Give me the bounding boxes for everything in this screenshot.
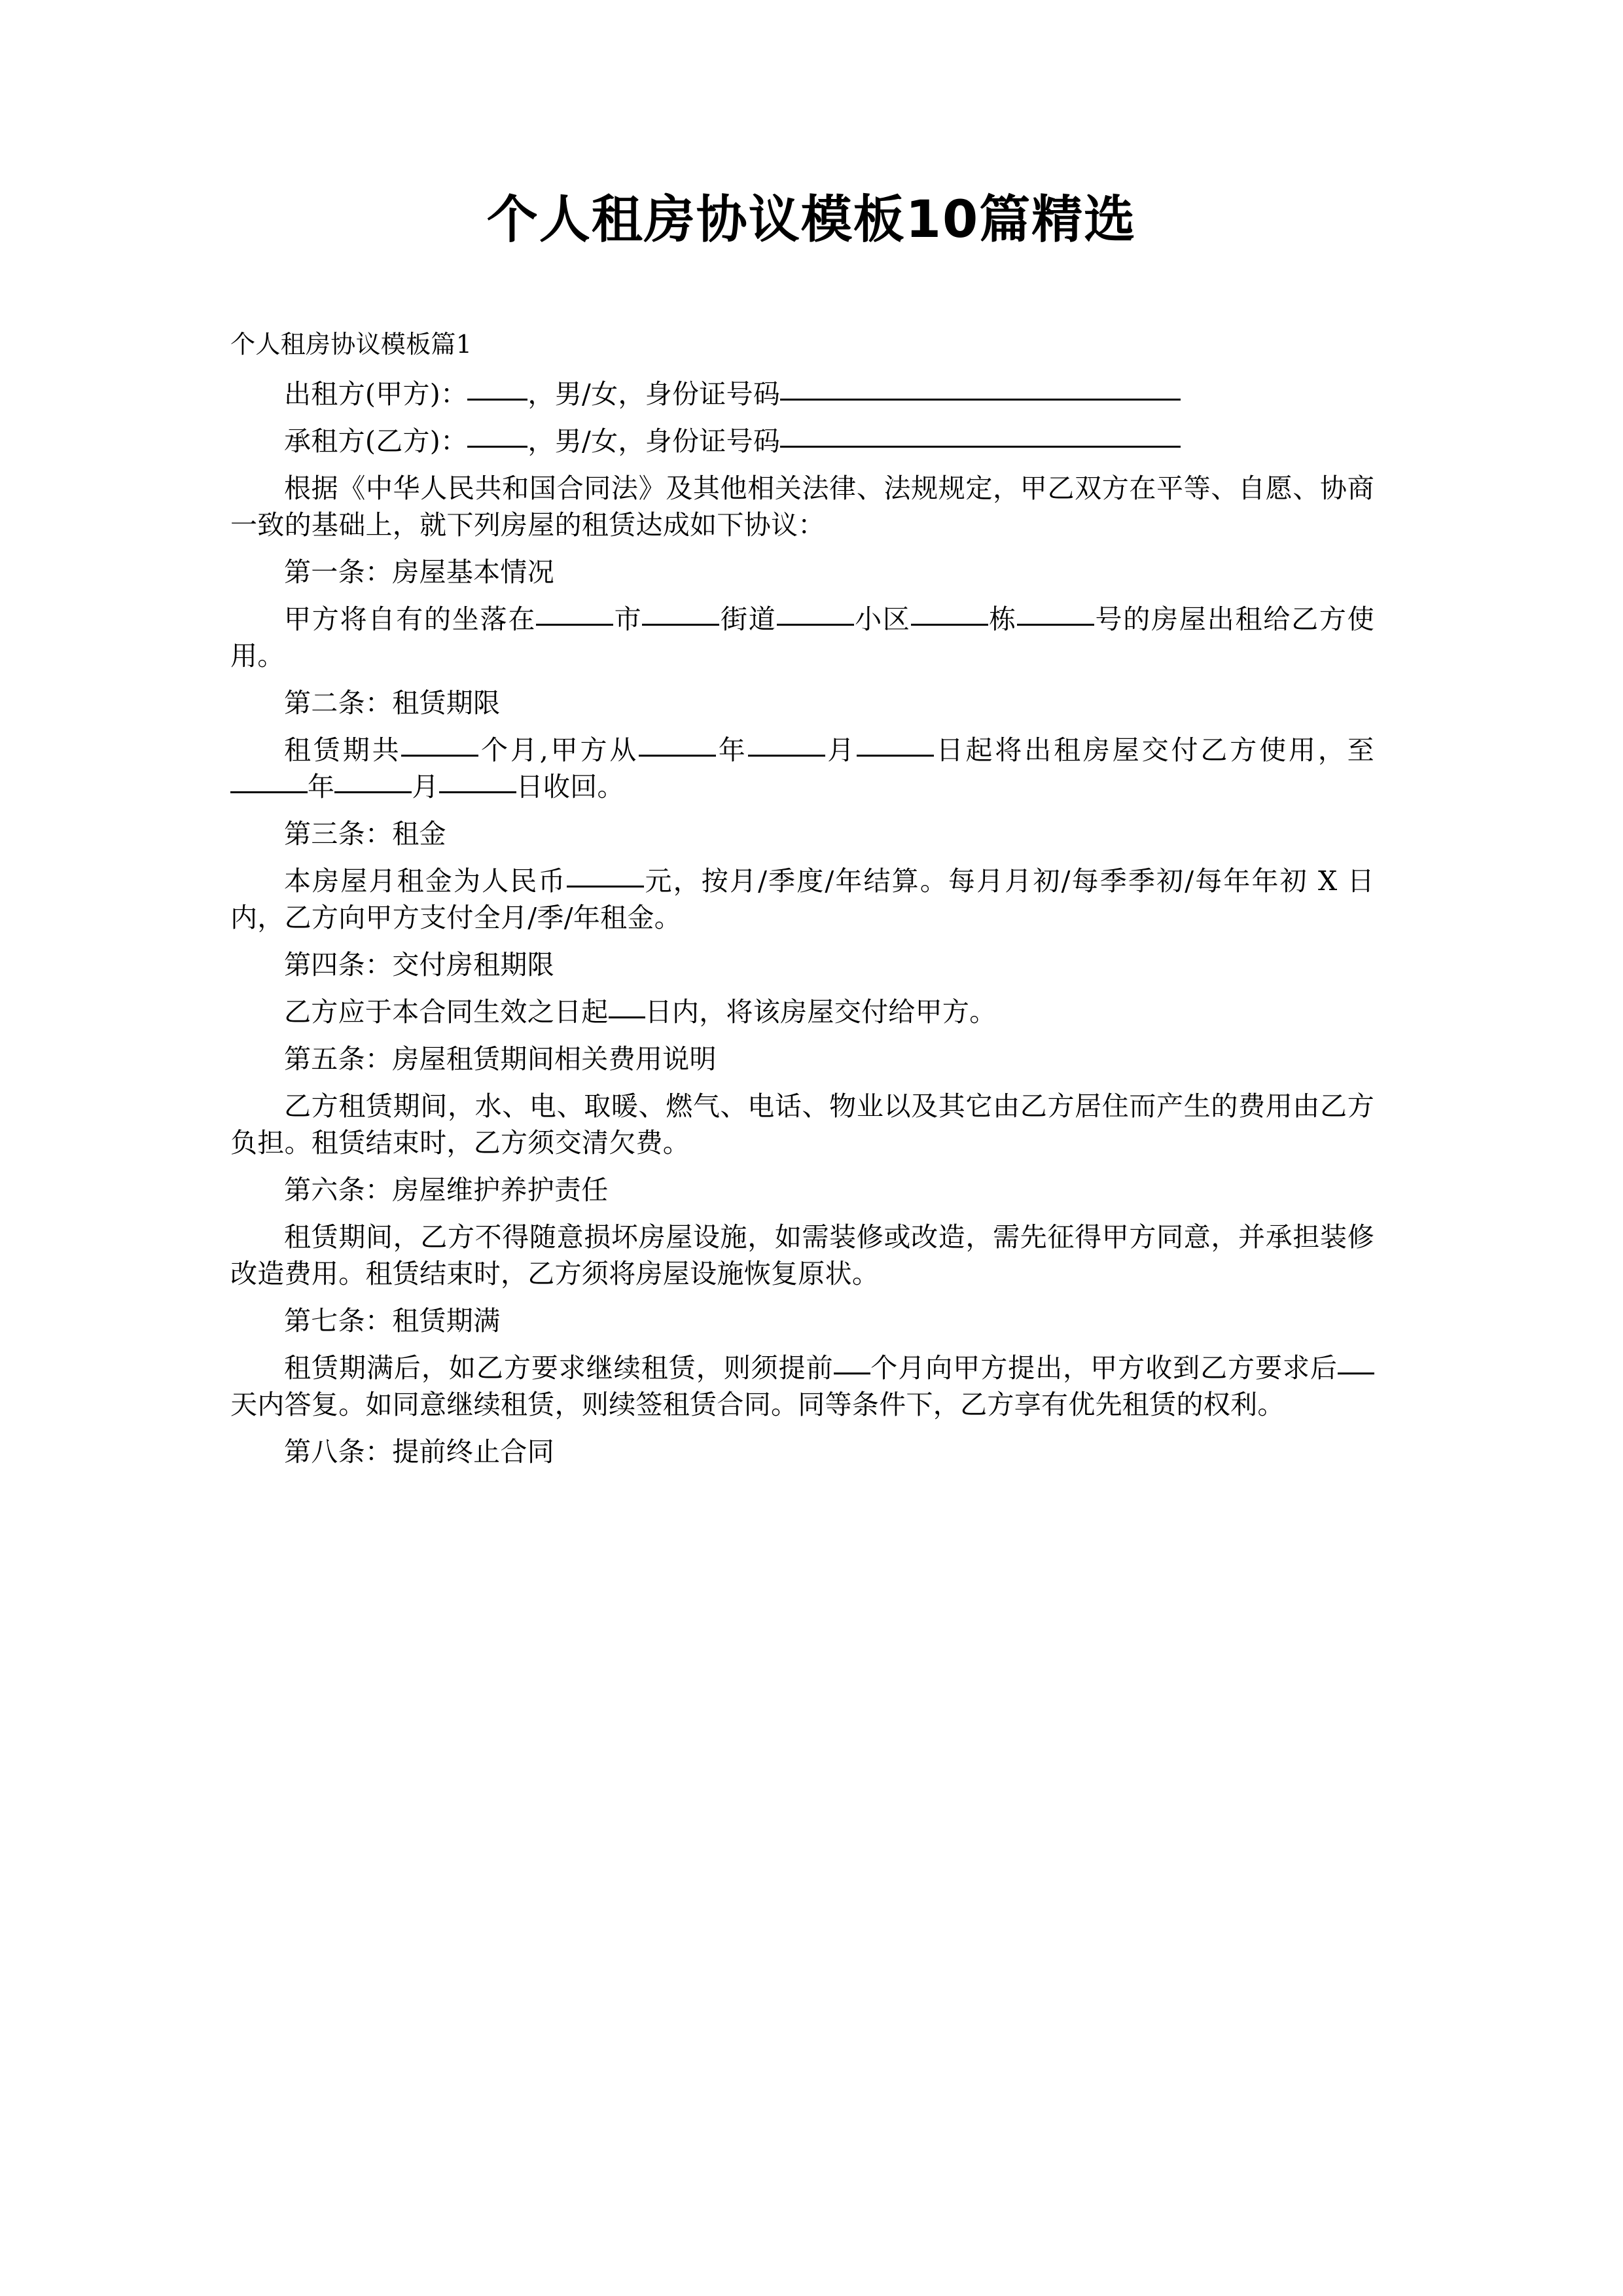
article1-text-a: 甲方将自有的坐落在 <box>284 603 537 635</box>
paragraph-lessor <box>230 376 1374 412</box>
article4-text-b: 日内，将该房屋交付给甲方。 <box>645 996 997 1028</box>
heading-article-4: 第四条：交付房租期限 <box>284 949 554 980</box>
heading-article-6: 第六条：房屋维护养护责任 <box>284 1174 609 1206</box>
page-title: 个人租房协议模板10篇精选 <box>486 190 1137 249</box>
article1-text-b: 市 <box>613 603 643 635</box>
article2-text-h: 日收回。 <box>516 771 624 802</box>
end-year-blank[interactable] <box>230 773 308 793</box>
reply-days-blank[interactable] <box>1338 1354 1374 1374</box>
article2-text-a: 租赁期共 <box>284 734 402 766</box>
article2-text-c: 年 <box>716 734 748 766</box>
start-day-blank[interactable] <box>857 736 934 757</box>
article2-text-f: 年 <box>308 771 335 802</box>
article1-text-e: 栋 <box>988 603 1017 635</box>
heading-article-2: 第二条：租赁期限 <box>284 687 501 719</box>
renew-notice-months-blank[interactable] <box>834 1354 870 1374</box>
lessee-name-blank[interactable] <box>467 427 527 448</box>
paragraph-lessee <box>230 423 1374 459</box>
lessee-gender-id-label: ，男/女，身份证号码 <box>527 425 781 457</box>
lessor-gender-id-label: ，男/女，身份证号码 <box>527 378 781 410</box>
article1-text-d: 小区 <box>853 603 911 635</box>
building-blank[interactable] <box>911 605 988 626</box>
paragraph-article-2 <box>230 732 1374 805</box>
lessor-name-blank[interactable] <box>467 380 527 401</box>
article7-text-b: 个月向甲方提出，甲方收到乙方要求后 <box>870 1352 1338 1384</box>
lessee-id-blank[interactable] <box>780 427 1181 448</box>
heading-article-3: 第三条：租金 <box>284 818 446 850</box>
article2-text-b: 个月,甲方从 <box>478 734 639 766</box>
article2-text-e: 日起将出租房屋交付乙方使用，至 <box>934 734 1374 766</box>
paragraph-article-5: 乙方租赁期间，水、电、取暖、燃气、电话、物业以及其它由乙方居住而产生的费用由乙方负担。租赁结束时，乙方须交清欠费。 <box>230 1090 1374 1158</box>
article7-text-c: 天内答复。如同意继续租赁，则续签租赁合同。同等条件下，乙方享有优先租赁的权利。 <box>230 1389 1285 1420</box>
article7-text-a: 租赁期满后，如乙方要求继续租赁，则须提前 <box>284 1352 834 1384</box>
paragraph-article-3 <box>230 863 1374 936</box>
document-body <box>230 327 1374 1470</box>
end-month-blank[interactable] <box>334 773 412 793</box>
article1-text-c: 街道 <box>719 603 777 635</box>
article3-text-a: 本房屋月租金为人民币 <box>284 865 567 897</box>
lessee-label: 承租方(乙方)： <box>284 425 468 457</box>
street-blank[interactable] <box>642 605 719 626</box>
start-year-blank[interactable] <box>639 736 716 757</box>
start-month-blank[interactable] <box>748 736 825 757</box>
paragraph-article-4 <box>230 994 1374 1030</box>
unit-number-blank[interactable] <box>1017 605 1094 626</box>
paragraph-article-6: 租赁期间，乙方不得随意损坏房屋设施，如需装修或改造，需先征得甲方同意，并承担装修改造费用。租赁结束时，乙方须将房屋设施恢复原状。 <box>230 1221 1374 1289</box>
article4-text-a: 乙方应于本合同生效之日起 <box>284 996 609 1028</box>
handover-days-blank[interactable] <box>609 998 645 1018</box>
lessor-id-blank[interactable] <box>780 380 1181 401</box>
paragraph-preamble: 根据《中华人民共和国合同法》及其他相关法律、法规规定，甲乙双方在平等、自愿、协商一致的基础上，就下列房屋的租赁达成如下协议： <box>230 473 1374 541</box>
article3-text-b: 元，按月/季度/年结算。每月月初/每季季初/每年年初 X 日内，乙方向甲方支付全月/季/年租金。 <box>230 865 1374 933</box>
community-blank[interactable] <box>777 605 854 626</box>
article1-text-f: 号的房屋出租给乙方使用。 <box>230 603 1374 672</box>
lessor-label: 出租方(甲方)： <box>284 378 468 410</box>
lease-months-blank[interactable] <box>401 736 478 757</box>
heading-article-1: 第一条：房屋基本情况 <box>284 556 554 588</box>
end-day-blank[interactable] <box>439 773 516 793</box>
article2-text-g: 月 <box>412 771 439 802</box>
heading-article-5: 第五条：房屋租赁期间相关费用说明 <box>284 1043 717 1075</box>
heading-article-8: 第八条：提前终止合同 <box>284 1436 554 1467</box>
heading-article-7: 第七条：租赁期满 <box>284 1305 501 1336</box>
city-blank[interactable] <box>536 605 613 626</box>
section-subtitle: 个人租房协议模板篇1 <box>230 330 473 359</box>
article2-text-d: 月 <box>825 734 857 766</box>
paragraph-article-7 <box>230 1350 1374 1423</box>
monthly-rent-blank[interactable] <box>567 867 644 888</box>
paragraph-article-1 <box>230 601 1374 674</box>
